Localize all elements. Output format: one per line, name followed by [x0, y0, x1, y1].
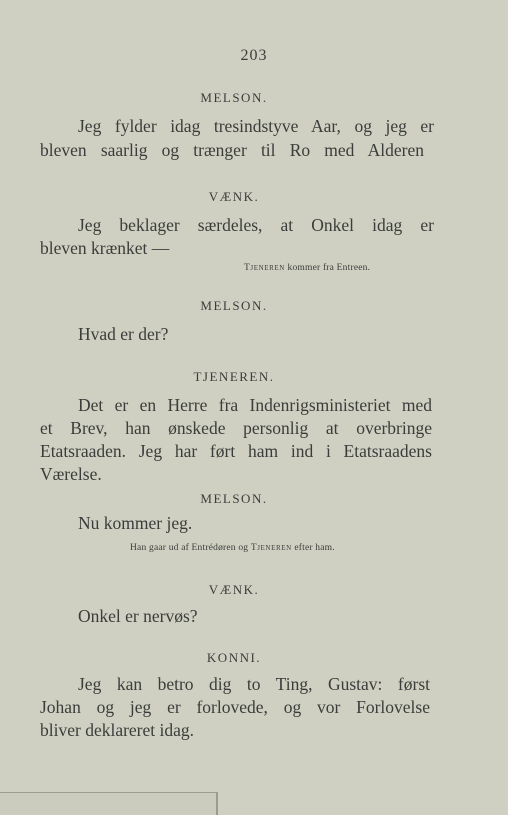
speaker-name: VÆNK.: [208, 582, 260, 597]
dialogue-line: et Brev, han ønskede personlig at overbringe: [40, 418, 432, 438]
dialogue-line: Jeg kan betro dig to Ting, Gustav: først: [78, 674, 430, 694]
stage-direction-character: Tjeneren: [244, 263, 285, 273]
dialogue-line: Onkel er nervøs?: [78, 606, 198, 626]
stage-direction-text: kommer fra Entreen.: [284, 263, 371, 273]
stage-direction-text: Han gaar ud af Entrédøren og: [130, 543, 251, 553]
dialogue-line: Jeg beklager særdeles, at Onkel idag er: [78, 215, 434, 235]
dialogue-line: bleven krænket —: [40, 238, 170, 258]
dialogue-line: Værelse.: [40, 464, 102, 484]
dialogue-line: Det er en Herre fra Indenrigsministeriet med: [78, 395, 432, 415]
speaker-name: MELSON.: [200, 298, 268, 313]
dialogue-line: Hvad er der?: [78, 324, 169, 344]
dialogue-line: Nu kommer jeg.: [78, 513, 193, 533]
stage-direction-text: efter ham.: [291, 543, 335, 553]
speaker-name: VÆNK.: [208, 189, 260, 204]
dialogue-line: Jeg fylder idag tresindstyve Aar, og jeg er: [78, 116, 434, 136]
speaker-name: MELSON.: [200, 491, 268, 506]
stage-direction: [130, 543, 335, 553]
dialogue-line: bliver deklareret idag.: [40, 720, 195, 740]
dialogue-line: Etatsraaden. Jeg har ført ham ind i Etatsraadens: [40, 441, 432, 461]
dialogue-line: bleven saarlig og trænger til Ro med Alderen: [40, 140, 424, 160]
dialogue-line: Johan og jeg er forlovede, og vor Forlovelse: [40, 697, 430, 717]
stage-direction: [244, 263, 370, 273]
speaker-name: KONNI.: [206, 650, 262, 665]
page-corner-fold: [0, 792, 218, 815]
page-number: 203: [240, 47, 268, 64]
speaker-name: TJENEREN.: [193, 369, 275, 384]
speaker-name: MELSON.: [200, 90, 268, 105]
stage-direction-character: Tjeneren: [250, 543, 292, 553]
